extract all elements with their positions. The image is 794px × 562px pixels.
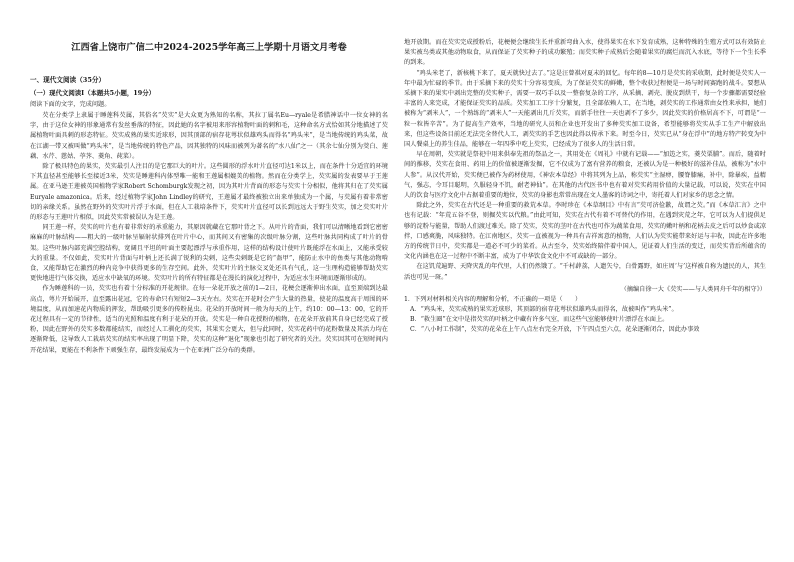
- passage-paragraph: 同王莲一样，芡实的叶片也有着非常好的承重能力，其原因就藏在它那叶背之下。从叶片的背面，我们可以清晰地看到它密密麻麻的叶脉结构——粗大的一级叶脉呈辐射状排列在叶片中心，而其间又有密集的次级叶脉分割，这些叶脉共同构成了叶片的骨架。这些叶脉内部充满空腔结构，宽阔且平坦的叶面主要起漂浮与承重作用，这样的结构设计使叶片既能浮在水面上，又能承受较大的重量。不仅如此，芡实叶片背面与叶柄上还长满了锐利的尖刺，这些尖刺既是它的“盔甲”，能防止水中的鱼类与其他动物啃食，又能帮助它在激烈的种内竞争中获得更多的生存空间。此外，芡实叶片的主脉交叉处还具有气孔，这一生理构造能够帮助芡实更快地进行气体交换，适应水中缺氧的环境。芡实叶片的所有特征都是在漫长的演化过程中，为适应水生环境而逐渐形成的。: [30, 224, 388, 283]
- passage-paragraph: 除了极具特色的果实，芡实最引人注目的是它那巨大的叶片。这些圆形的浮水叶片直径可达1米以上，而在条件十分适宜的环境下其直径甚至能够长至接近3米，芡实是睡莲科内体型唯一能和王莲属相媲美的植物。然而在分类学上，芡实属的发表要早于王莲属。在亚马逊王莲被英国植物学家Robert Schomburgk发现之初，因为其叶片背面的形态与芡实十分相似，他将其归在了芡实属Euryale amazonica。后来，经过植物学家John Lindley的研究，王莲属才最终被独立出来单独成为一个属，与芡属有着非常密切的亲缘关系。虽然在野外的芡实叶片浮于水面，但在人工栽培条件下，芡实叶片直径可以长到远远大于野生芡实，加之芡实叶片的形态与王莲叶片相似，因此芡实常被误认为是王莲。: [30, 163, 388, 222]
- passage-paragraph: 芡在分类学上隶属于睡莲科芡属，其俗名“芡实”是大众更为熟知的名称，其拉丁属名Eu—ryale是希腊神话中一位女神的名字，由于这位女神的形象通常有发丝垂落的特征，因此她的名字被用来形容植物叶面的刺和毛，这种命名方式恰如其分地描述了芡属植物叶面具刺的形态特征。芡实成熟的果实近球形，因其顶部的宿存花萼状似雄鸡头而得名“鸡头米”，是当地传统的鸡头菜，故在江湖一带又被叫做“鸡头米”，是当地传统的特色产品，因其独特的风味而被列为著名的“水八仙”之一（其余七仙分别为茭白、莲藕、水芹、慈姑、荸荠、菱角、莼菜）。: [30, 112, 388, 160]
- passage-paragraph: 早在周朝，芡实就是祭祀中用来供奉先祖的祭品之一，其用处在《周礼》中就有记载——“加笾之实，菱芡栗脯”。而后，随着时间的推移，芡实在食用、药用上的价值被逐渐发掘，它不仅成为了富有营养的粮食，还被认为是一种极好的滋补佳品，被称为“水中人参”。从汉代开始，芡实便已被作为药材使用，《神农本草经》中将其列为上品，称芡实“主湿痹，腰脊膝痛，补中，除暴疾，益精气，强志，令耳目聪明，久服轻身不饥，耐老神仙”。在其他的古代医书中也有着对芡实药用价值的大量记载，可以说，芡实在中国人的饮食与医疗文化中占据着重要的地位，芡实的身影也常常出现在文人墨客的诗词之中，寄托着人们对家乡的思念之情。: [404, 151, 766, 200]
- passage-paragraph: 地开放期。而在芡实完成授粉后，花梗便会继续生长并重新弯曲入水，使得果实在水下发育成熟，这种特殊的生殖方式可以有效防止果实被鸟类或其他动物取食，从而保证了芡实种子的成功繁殖；而芡实种子成熟后会随着果实的腐烂而沉入水底，等待下一个生长季的到来。: [404, 39, 766, 67]
- passage-paragraph: 在这饥荒遍野、天降灾乱的年代里，人们仍然饿了。“千村薜荔，人遗矢兮，白骨露野，如庄周‘与’这样被自称为遗民的人，其生活也可见一斑。”: [404, 263, 766, 281]
- passage-paragraph: “鸡头米老了，新核桃下来了，夏天就快过去了。”这是汪曾祺对夏末的回忆。每年的8—10月是芡实的采收期，此时便是芡实人一年中最为忙碌的季节。由于采摘下来的芡实十分容易变质，为了保证芡实的鲜嫩，整个收获过程便是一场与时间赛跑的战斗。要想从采摘下来的果实中剥出完整的芡实种子，需要一双巧手以及一整套复杂的工序，从采摘、剥壳、脱皮到烘干，每一个步骤都需要经验丰富的人来完成，才能保证芡实的品质。芡实加工工序十分繁复，且全部依赖人工，在当地，剥芡实的工作通常由女性来承担，她们被称为“剥米人”，一个熟练的“剥米人”一天能剥出几斤芡实，而新手往往一天也剥不了多少，因此芡实的价格居高不下，可谓是“一粒一粒皆辛苦”。为了提高生产效率，当地的研究人员和企业也开发出了多种芡实加工设备，希望能够将芡实从手工生产中解放出来，但这些设备目前还无法完全替代人工，剥芡实的手艺也因此得以传承下来。时至今日，芡实已从“身在浮中”的地方特产转变为中国人餐桌上的养生佳品，能够在一年四季中吃上芡实，已经成为了很多人的生活日常。: [404, 69, 766, 149]
- right-column: [404, 0, 766, 562]
- section-heading: 一、现代文阅读（35分）: [30, 76, 106, 84]
- exam-title: 江西省上饶市广信二中2024-2025学年高三上学期十月语文月考卷: [71, 42, 347, 53]
- reading-instruction: 阅读下面的文字，完成问题。: [30, 101, 111, 108]
- answer-option-c: C．“八小时工作制”，芡实的花朵在上午八点左右完全开放，下午四点至六点，花朵逐渐闭合，因此办事效: [410, 326, 700, 334]
- subsection-heading: （一）现代文阅读Ⅰ（本题共5小题，19分）: [30, 89, 155, 97]
- passage-paragraph: 除此之外，芡实在古代还是一种重要的救荒本草。李时珍在《本草纲目》中有言“芡可济俭歉，故谓之芡。”而《本草汇言》之中也有记载：“年荒五谷不登，则掘芡实以代粮。”由此可知，芡实在古代有着不可替代的作用，在遇到灾荒之年，它可以为人们提供足够的淀粉与能量，帮助人们渡过难关。除了芡实，芡实的茎叶在古代也可作为蔬菜食用，芡实的嫩叶柄和花柄去皮之后可以炒食或凉拌，口感爽脆，风味独特。在江南地区，芡实一直被视为一种具有吉祥寓意的植物，人们认为芡实能带来好运与丰收，因此在许多地方的传统节日中，芡实都是一道必不可少的菜肴。从古至今，芡实始终陪伴着中国人，见证着人们生活的变迁，而芡实背后所蕴含的文化内涵也在这一过程中不断丰富，成为了中华饮食文化中不可或缺的一部分。: [404, 202, 766, 261]
- passage-paragraph: 作为睡莲科的一员，芡实也有着十分标准的开花规律。在每一朵花开放之前的1—2日，花梗会逐渐伸出水面，直至顶端到达最高点，萼片开始展开，直至露出花冠，它的寿命只有短短2—3天左右。芡实在开花时会产生大量的热量，使花的温度高于周围的环境温度，从而加速花内物质的挥发，帮助吸引更多的传粉昆虫。花朵的开放时间一般为每天的上午，约10：00—13：00，它的开花过程具有一定的节律性，适当的光照和温度有利于花朵的开放。芡实是一种自花授粉的植物，在花朵开放前其自身已经完成了授粉，因此在野外的芡实多数都能结实，而经过人工驯化的芡实，其果实会更大，但与此同时，芡实花药中的花粉数量及其活力均在逐渐降低，这导致人工栽培芡实的结实率出现了明显下降，芡实的这种“退化”现象也引起了研究者的关注。芡实因其可在短时间内开花结果，更能在不利条件下顽强生存，最终发展成为一个在亚洲广泛分布的类群。: [30, 285, 388, 354]
- left-column: [30, 0, 388, 562]
- question-stem: 1．下列对材料相关内容的理解和分析，不正确的一项是（ ）: [404, 295, 582, 303]
- answer-option-a: A．“鸡头米，芡实成熟的果实近球形，其顶部的宿存花萼状似雄鸡头而得名，故被叫作“鸡头米”。: [410, 305, 678, 313]
- source-citation: （摘编自徐一大《芡实——与人类同舟千年的相守》）: [620, 285, 766, 293]
- answer-option-b: B．“救生圈”在文中是指芡实的叶柄之中藏有许多气室，而这些气室能够使叶片漂浮在水面上。: [410, 316, 669, 324]
